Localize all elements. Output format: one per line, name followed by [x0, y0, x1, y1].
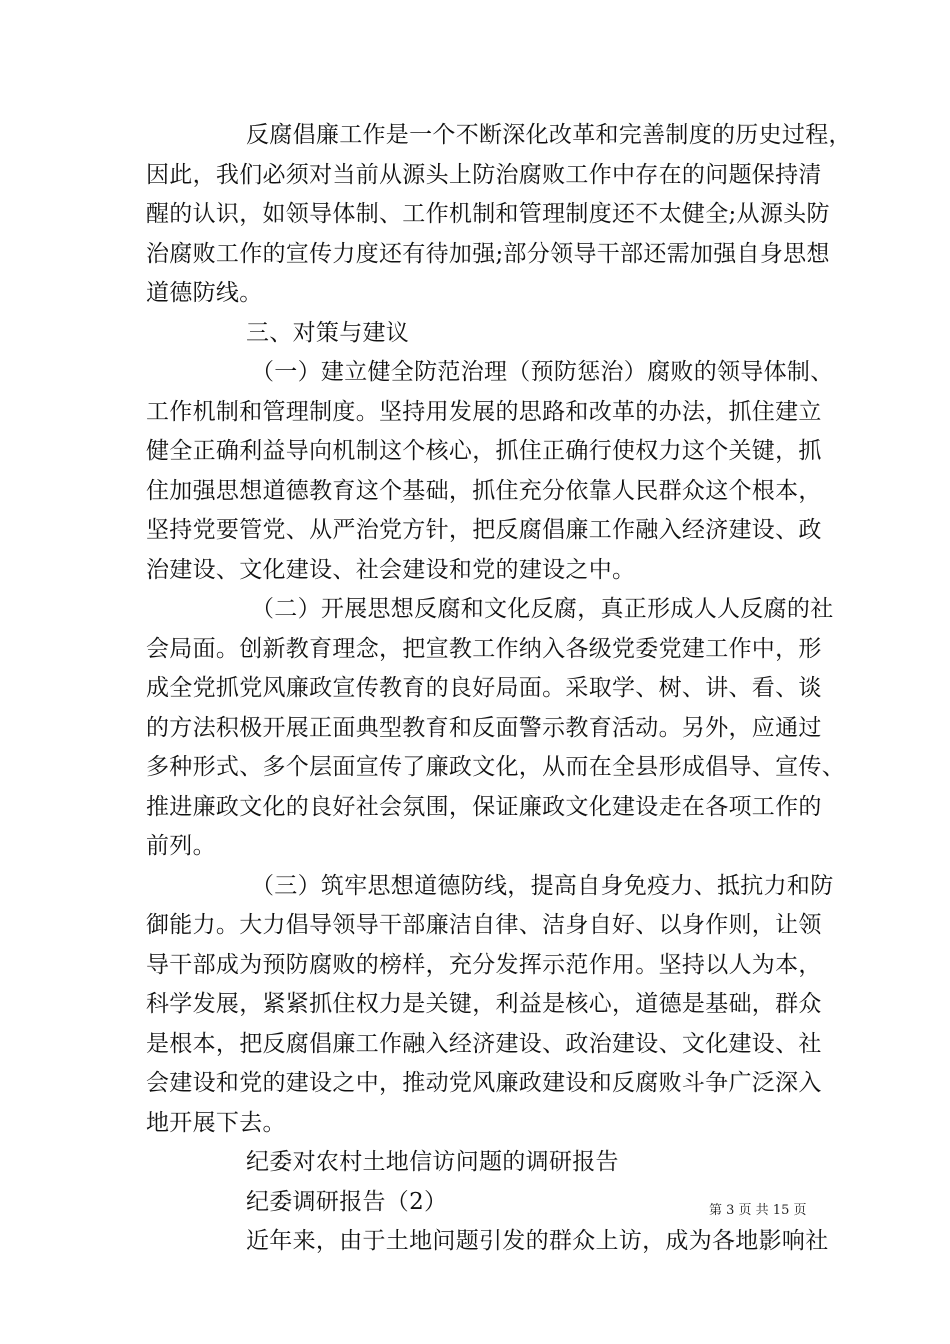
paragraph-line: 地开展下去。 [146, 1109, 286, 1136]
paragraph-line: 导干部成为预防腐败的榜样，充分发挥示范作用。坚持以人为本， [146, 951, 822, 978]
paragraph-line: （一）建立健全防范治理（预防惩治）腐败的领导体制、 [251, 359, 834, 385]
paragraph-line: 是根本，把反腐倡廉工作融入经济建设、政治建设、文化建设、社 [146, 1030, 822, 1057]
paragraph-line: 醒的认识，如领导体制、工作机制和管理制度还不太健全;从源头防 [146, 201, 830, 227]
paragraph-line: 道德防线。 [146, 280, 263, 306]
paragraph-line: 住加强思想道德教育这个基础，抓住充分依靠人民群众这个根本， [146, 477, 822, 504]
paragraph-line: 治建设、文化建设、社会建设和党的建设之中。 [146, 556, 636, 583]
page-number-footer: 第 3 页 共 15 页 [709, 1203, 807, 1218]
paragraph-line: 反腐倡廉工作是一个不断深化改革和完善制度的历史过程， [246, 122, 852, 148]
paragraph-line: 科学发展，紧紧抓住权力是关键，利益是核心，道德是基础，群众 [146, 991, 822, 1017]
paragraph-line: 健全正确利益导向机制这个核心，抓住正确行使权力这个关键，抓 [146, 438, 822, 464]
report-subtitle: 纪委调研报告（2） [246, 1188, 448, 1215]
paragraph-line: 前列。 [146, 833, 216, 859]
paragraph-line: 御能力。大力倡导领导干部廉洁自律、洁身自好、以身作则，让领 [146, 912, 822, 938]
paragraph-line: 治腐败工作的宣传力度还有待加强;部分领导干部还需加强自身思想 [146, 240, 830, 267]
paragraph-line: 推进廉政文化的良好社会氛围，保证廉政文化建设走在各项工作的 [146, 793, 822, 820]
paragraph-line: 多种形式、多个层面宣传了廉政文化，从而在全县形成倡导、宣传、 [146, 754, 845, 780]
paragraph-line: 会建设和党的建设之中，推动党风廉政建设和反腐败斗争广泛深入 [146, 1070, 822, 1096]
paragraph-line: 坚持党要管党、从严治党方针，把反腐倡廉工作融入经济建设、政 [146, 517, 822, 543]
paragraph-line: 会局面。创新教育理念，把宣教工作纳入各级党委党建工作中，形 [146, 635, 822, 662]
report-title: 纪委对农村土地信访问题的调研报告 [246, 1149, 619, 1175]
paragraph-line: 成全党抓党风廉政宣传教育的良好局面。采取学、树、讲、看、谈 [146, 675, 822, 701]
paragraph-line: （二）开展思想反腐和文化反腐，真正形成人人反腐的社 [251, 596, 834, 622]
paragraph-line: 近年来，由于土地问题引发的群众上访，成为各地影响社 [246, 1228, 829, 1254]
paragraph-line: 因此，我们必须对当前从源头上防治腐败工作中存在的问题保持清 [146, 161, 822, 188]
paragraph-line: （三）筑牢思想道德防线，提高自身免疫力、抵抗力和防 [251, 872, 834, 899]
document-body [146, 116, 852, 1262]
paragraph-line: 工作机制和管理制度。坚持用发展的思路和改革的办法，抓住建立 [146, 398, 822, 425]
paragraph-line: 的方法积极开展正面典型教育和反面警示教育活动。另外，应通过 [146, 714, 822, 741]
section-heading: 三、对策与建议 [246, 319, 410, 346]
